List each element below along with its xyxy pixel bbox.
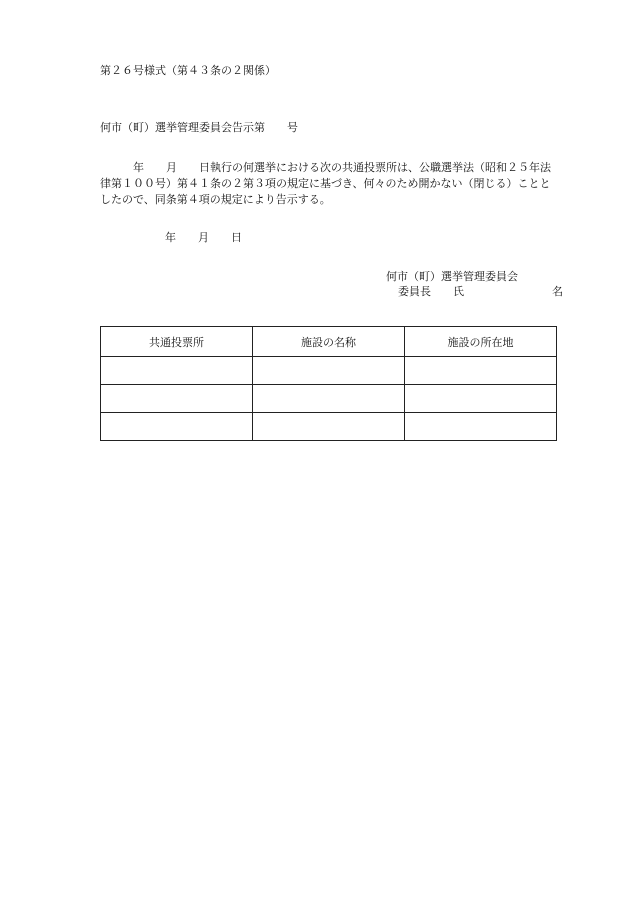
table-cell	[101, 357, 253, 385]
table-cell	[101, 385, 253, 413]
polling-facilities-table	[100, 326, 557, 441]
table-row	[101, 357, 557, 385]
notice-title: 何市（町）選挙管理委員会告示第 号	[100, 121, 298, 134]
table-row	[101, 413, 557, 441]
header-common-polling-place: 共通投票所	[101, 327, 253, 357]
header-facility-name: 施設の名称	[253, 327, 405, 357]
table-cell	[253, 413, 405, 441]
issuer-organization: 何市（町）選挙管理委員会	[386, 270, 518, 283]
notice-body-line: 年 月 日執行の何選挙における次の共通投票所は、公職選挙法（昭和２５年法	[100, 161, 551, 174]
header-facility-address: 施設の所在地	[405, 327, 557, 357]
table-cell	[405, 357, 557, 385]
issuer-chair-signature: 委員長 氏 名	[398, 285, 563, 298]
table-cell	[405, 385, 557, 413]
table-cell	[101, 413, 253, 441]
table-header-row	[101, 327, 557, 357]
notice-body-line: したので、同条第４項の規定により告示する。	[100, 193, 331, 206]
table-cell	[253, 357, 405, 385]
table-cell	[253, 385, 405, 413]
table-cell	[405, 413, 557, 441]
notice-date: 年 月 日	[165, 231, 242, 244]
form-number: 第２６号様式（第４３条の２関係）	[100, 64, 276, 77]
notice-body	[100, 160, 560, 208]
table-row	[101, 385, 557, 413]
notice-body-line: 律第１００号）第４１条の２第３項の規定に基づき、何々のため開かない（閉じる）ことと	[100, 177, 551, 190]
